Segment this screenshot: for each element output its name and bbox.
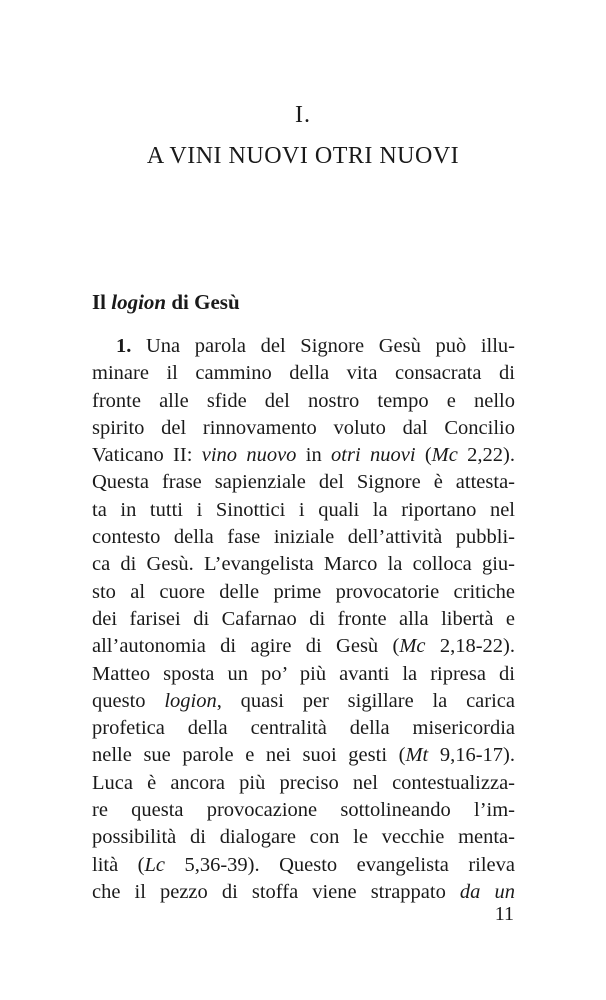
chapter-title: A VINI NUOVI OTRI NUOVI [146,143,460,169]
italic-text: vino nuovo [201,444,297,467]
text-run: 9,16-17). [428,744,515,767]
italic-text: Lc [144,853,165,876]
text-run: sto al cuore delle prime provocatorie critiche [92,580,515,603]
italic-text: Mt [405,744,429,767]
italic-text: Mc [399,635,426,658]
text-line [92,551,515,578]
page-number: 11 [494,903,514,925]
text-run: Matteo sposta un po’ più avanti la ripresa di [92,662,515,685]
text-run: lità ( [92,853,145,876]
text-line [92,879,515,906]
text-run: in [296,444,332,467]
text-line [92,333,515,360]
italic-text: Mc [431,444,458,467]
text-run: 5,36-39). Questo evangelista rileva [165,853,515,876]
text-run: minare il cammino della vita consacrata di [92,362,515,385]
text-line [92,633,515,660]
text-run: ca di Gesù. L’evangelista Marco la colloca giu- [92,553,515,576]
text-run: contesto della fase iniziale dell’attività pubbli- [92,526,515,549]
text-run: nelle sue parole e nei suoi gesti ( [92,744,406,767]
chapter-number: I. [295,102,311,128]
body-paragraph [92,333,515,906]
section-heading-suffix: di Gesù [166,290,240,314]
text-run: Questa frase sapienziale del Signore è attesta- [92,471,515,494]
italic-text: da un [459,880,515,903]
text-run: profetica della centralità della misericordia [92,717,515,740]
text-run: all’autonomia di agire di Gesù ( [92,635,400,658]
text-line [92,469,515,496]
text-line [92,661,515,688]
text-run: Una parola del Signore Gesù può illu- [131,335,515,357]
text-line [92,524,515,551]
text-run: possibilità di dialogare con le vecchie menta- [92,826,515,849]
text-run: Luca è ancora più preciso nel contestualizza- [92,771,515,794]
text-run: fronte alle sfide del nostro tempo e nello [92,389,515,412]
section-heading [92,288,240,316]
text-line [92,579,515,606]
text-run: , quasi per sigillare la carica [216,689,515,712]
section-heading-prefix: Il [92,290,112,314]
text-run: che il pezzo di stoffa viene strappato [92,880,460,903]
text-run: dei farisei di Cafarnao di fronte alla libertà e [92,607,515,630]
text-run: Vaticano II: [92,444,202,467]
text-run: spirito del rinnovamento voluto dal Concilio [92,416,515,439]
text-line [92,497,515,524]
italic-text: otri nuovi [331,444,416,467]
text-line [92,770,515,797]
text-run: 2,18-22). [425,635,515,658]
text-line [92,388,515,415]
text-line [92,442,515,469]
text-run: ta in tutti i Sinottici i quali la riportano nel [92,498,515,521]
section-heading-italic: logion [111,290,167,314]
text-line [92,415,515,442]
italic-text: logion [164,689,217,712]
text-line [92,742,515,769]
text-line [92,360,515,387]
text-line [92,852,515,879]
text-run: re questa provocazione sottolineando l’im- [92,799,515,822]
text-line [92,824,515,851]
text-line [92,715,515,742]
text-run: questo [92,689,165,712]
text-run: 2,22). [457,444,515,467]
text-line [92,688,515,715]
text-line [92,797,515,824]
text-line [92,606,515,633]
paragraph-number: 1. [116,335,132,357]
text-run: ( [415,444,432,467]
